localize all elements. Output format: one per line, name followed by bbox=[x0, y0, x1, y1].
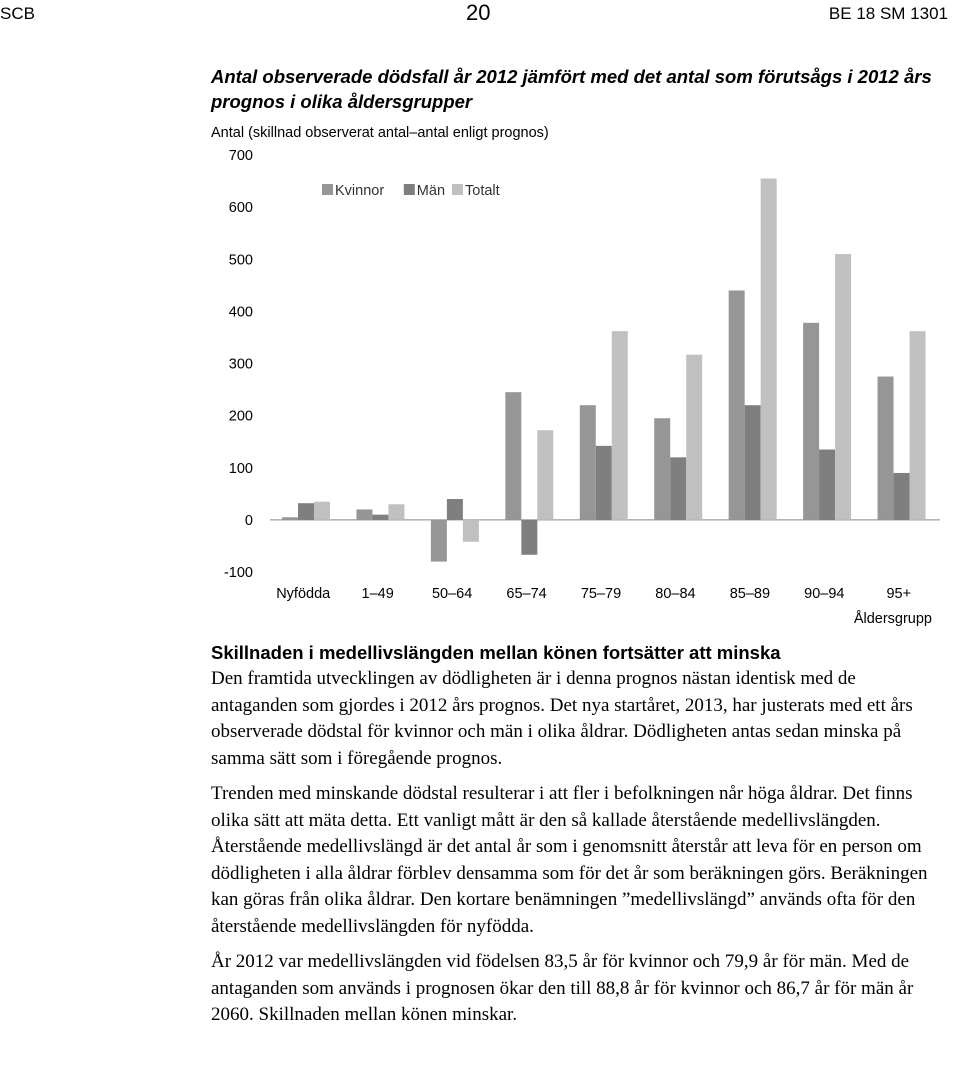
legend-label-män: Män bbox=[416, 183, 446, 199]
x-tick-label: 80–84 bbox=[655, 586, 696, 602]
bar-kvinnor-2 bbox=[431, 520, 447, 562]
bar-män-0 bbox=[298, 503, 314, 520]
article-paragraph-1: Den framtida utvecklingen av dödligheten är i denna prognos nästan identisk med de antaganden som gjordes i 2012 års prognos. Det nya startåret, 2013, har justerats med ett års observerade dödstal för kvinnor och män i olika åldrar. Dödligheten antas sedan minska på samma sätt som i föregående prognos. bbox=[211, 668, 913, 769]
legend-swatch-totalt bbox=[452, 184, 463, 195]
bar-totalt-4 bbox=[612, 331, 628, 520]
bar-kvinnor-1 bbox=[356, 509, 372, 519]
y-tick-label: 700 bbox=[228, 148, 253, 164]
bar-kvinnor-0 bbox=[282, 517, 298, 520]
bar-totalt-0 bbox=[314, 502, 330, 520]
bar-totalt-6 bbox=[761, 178, 777, 519]
y-tick-label: -100 bbox=[223, 565, 253, 581]
bar-kvinnor-8 bbox=[878, 377, 894, 520]
y-tick-label: 200 bbox=[228, 408, 253, 425]
bar-kvinnor-5 bbox=[654, 418, 670, 520]
y-tick-label: 0 bbox=[244, 512, 253, 529]
bar-män-2 bbox=[447, 499, 463, 520]
header-left: SCB bbox=[0, 4, 35, 23]
bar-totalt-8 bbox=[910, 331, 926, 520]
bar-män-7 bbox=[819, 450, 835, 520]
x-tick-label: 90–94 bbox=[804, 586, 845, 602]
y-tick-label: 100 bbox=[228, 460, 253, 477]
article-paragraph-3: År 2012 var medellivslängden vid födelsen 83,5 år för kvinnor och 79,9 år för män. Med de antaganden som används i prognosen ökar den till 88,8 år för kvinnor och 86,7 år för män år 2060. Skillnaden mellan könen minskar. bbox=[211, 951, 914, 1025]
article-heading: Skillnaden i medellivslängden mellan könen fortsätter att minska bbox=[211, 642, 781, 663]
header-right: BE 18 SM 1301 bbox=[828, 4, 948, 23]
bar-totalt-7 bbox=[835, 254, 851, 520]
article-paragraph-2: Trenden med minskande dödstal resulterar i att fler i befolkningen når höga åldrar. Det finns olika sätt att mäta detta. Ett vanligt mått är den så kallade återstående medellivslängden. Återstående medellivslängd är det antal år som i genomsnitt återstår att leva för en person om dödligheten i alla åldrar förblev densamma som för det år som beräkningen görs. Beräkningen kan göras från olika åldrar. Den kortare benämningen ”medellivslängd” används ofta för den återstående medellivslängden för nyfödda. bbox=[211, 783, 928, 937]
bar-kvinnor-6 bbox=[729, 291, 745, 520]
y-tick-label: 600 bbox=[228, 200, 253, 217]
bar-kvinnor-7 bbox=[803, 323, 819, 520]
legend-swatch-kvinnor bbox=[322, 184, 333, 195]
x-axis-label: Åldersgrupp bbox=[853, 611, 932, 627]
bar-män-3 bbox=[521, 520, 537, 555]
bar-kvinnor-4 bbox=[580, 405, 596, 520]
bar-totalt-2 bbox=[463, 520, 479, 542]
bar-kvinnor-3 bbox=[505, 392, 521, 520]
y-tick-label: 500 bbox=[228, 252, 253, 269]
x-tick-label: 95+ bbox=[886, 586, 912, 602]
page-number: 20 bbox=[466, 0, 491, 25]
legend-label-kvinnor: Kvinnor bbox=[335, 183, 385, 199]
bar-män-5 bbox=[670, 457, 686, 520]
y-tick-label: 400 bbox=[228, 304, 253, 321]
bar-totalt-3 bbox=[537, 430, 553, 520]
x-tick-label: 1–49 bbox=[361, 586, 394, 602]
article bbox=[211, 640, 946, 1038]
bar-totalt-1 bbox=[388, 504, 404, 520]
bar-män-4 bbox=[596, 446, 612, 520]
bar-totalt-5 bbox=[686, 355, 702, 520]
x-tick-label: 85–89 bbox=[729, 586, 771, 602]
x-tick-label: Nyfödda bbox=[276, 586, 331, 602]
legend-label-totalt: Totalt bbox=[465, 183, 500, 199]
x-tick-label: 75–79 bbox=[580, 586, 622, 602]
legend-swatch-män bbox=[404, 184, 415, 195]
bar-män-1 bbox=[372, 515, 388, 520]
bar-män-6 bbox=[745, 405, 761, 520]
x-tick-label: 50–64 bbox=[431, 586, 473, 602]
x-tick-label: 65–74 bbox=[506, 586, 547, 602]
bar-män-8 bbox=[894, 473, 910, 520]
y-tick-label: 300 bbox=[228, 356, 253, 373]
bar-chart bbox=[0, 140, 960, 635]
chart-subtitle: Antal (skillnad observerat antal–antal enligt prognos) bbox=[211, 125, 549, 141]
chart-title: Antal observerade dödsfall år 2012 jämfört med det antal som förutsågs i 2012 års prognos i olika åldersgrupper bbox=[211, 66, 932, 112]
